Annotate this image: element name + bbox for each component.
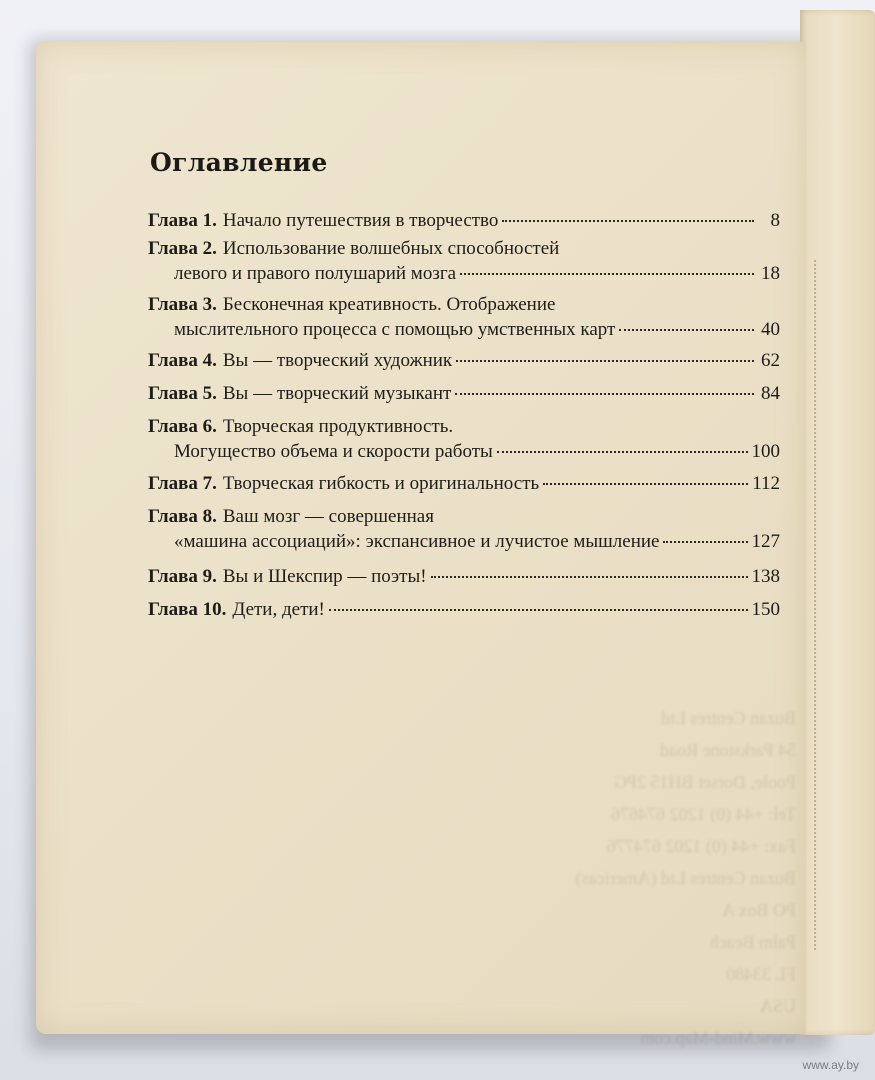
toc-entry-4 bbox=[148, 348, 780, 373]
chapter-title: Творческая продуктивность. bbox=[222, 416, 454, 437]
bleed-line: Buzan Centres Ltd bbox=[661, 708, 796, 728]
chapter-title: Вы — творческий художник bbox=[222, 350, 453, 371]
chapter-title: Ваш мозг — совершенная bbox=[222, 506, 434, 527]
leader-dots bbox=[663, 541, 747, 543]
chapter-label: Глава 5. bbox=[148, 383, 217, 404]
chapter-label: Глава 6. bbox=[148, 416, 217, 437]
leader-dots bbox=[543, 483, 748, 485]
leader-dots bbox=[455, 393, 754, 395]
bleed-line: 54 Parkstone Road bbox=[660, 740, 796, 760]
page-number: 18 bbox=[761, 263, 780, 284]
chapter-title: Использование волшебных способностей bbox=[222, 238, 560, 259]
toc-entry-7 bbox=[148, 471, 780, 496]
toc-entry-6 bbox=[148, 414, 780, 464]
toc-entry-2 bbox=[148, 236, 780, 286]
page-number: 40 bbox=[761, 319, 780, 340]
chapter-label: Глава 4. bbox=[148, 350, 217, 371]
chapter-label: Глава 1. bbox=[148, 210, 217, 231]
bleed-line: FL 33480 bbox=[726, 964, 796, 984]
bleed-line: USA bbox=[759, 996, 796, 1016]
leader-dots bbox=[329, 609, 748, 611]
toc-entry-3 bbox=[148, 292, 780, 342]
chapter-title-cont: «машина ассоциаций»: экспансивное и лучистое мышление bbox=[174, 531, 660, 552]
chapter-title: Творческая гибкость и оригинальность bbox=[222, 473, 540, 494]
page-number: 62 bbox=[761, 350, 780, 371]
binding-stitch bbox=[814, 260, 822, 950]
toc-entry-1 bbox=[148, 208, 780, 233]
toc-entry-10 bbox=[148, 597, 780, 622]
watermark: www.ay.by bbox=[802, 1058, 859, 1072]
toc-heading: Оглавление bbox=[150, 148, 328, 177]
bleed-line: Tel: +44 (0) 1202 674676 bbox=[611, 804, 796, 824]
page-number: 8 bbox=[770, 210, 780, 231]
bleed-line: PO Box A bbox=[721, 900, 796, 920]
bleed-line: Buzan Centres Ltd (Americas) bbox=[575, 868, 796, 888]
chapter-label: Глава 2. bbox=[148, 238, 217, 259]
leader-dots bbox=[456, 360, 754, 362]
book-page-edge bbox=[800, 10, 875, 1035]
chapter-title: Вы — творческий музыкант bbox=[222, 383, 452, 404]
chapter-title: Начало путешествия в творчество bbox=[222, 210, 499, 231]
chapter-label: Глава 10. bbox=[148, 599, 227, 620]
chapter-title: Дети, дети! bbox=[232, 599, 325, 620]
chapter-label: Глава 8. bbox=[148, 506, 217, 527]
page-number: 138 bbox=[751, 566, 780, 587]
page-number: 112 bbox=[752, 473, 780, 494]
bleed-line: www.Mind-Map.com bbox=[640, 1028, 796, 1048]
toc-entry-8 bbox=[148, 504, 780, 554]
chapter-label: Глава 3. bbox=[148, 294, 217, 315]
chapter-title-cont: Могущество объема и скорости работы bbox=[174, 441, 493, 462]
chapter-label: Глава 7. bbox=[148, 473, 217, 494]
leader-dots bbox=[502, 220, 754, 222]
leader-dots bbox=[497, 451, 748, 453]
chapter-title-cont: левого и правого полушарий мозга bbox=[174, 263, 457, 284]
chapter-title: Вы и Шекспир — поэты! bbox=[222, 566, 427, 587]
chapter-title-cont: мыслительного процесса с помощью умственных карт bbox=[174, 319, 616, 340]
bleed-line: Palm Beach bbox=[709, 932, 796, 952]
leader-dots bbox=[460, 273, 754, 275]
toc-entry-5 bbox=[148, 381, 780, 406]
page-number: 150 bbox=[751, 599, 780, 620]
bleed-line: Poole, Dorset BH15 2PG bbox=[613, 772, 796, 792]
page-number: 100 bbox=[751, 441, 780, 462]
toc-entry-9 bbox=[148, 564, 780, 589]
chapter-title: Бесконечная креативность. Отображение bbox=[222, 294, 556, 315]
chapter-label: Глава 9. bbox=[148, 566, 217, 587]
leader-dots bbox=[431, 576, 748, 578]
bleed-line: Fax: +44 (0) 1202 674776 bbox=[606, 836, 796, 856]
page-number: 84 bbox=[761, 383, 780, 404]
page-number: 127 bbox=[751, 531, 780, 552]
leader-dots bbox=[619, 329, 754, 331]
